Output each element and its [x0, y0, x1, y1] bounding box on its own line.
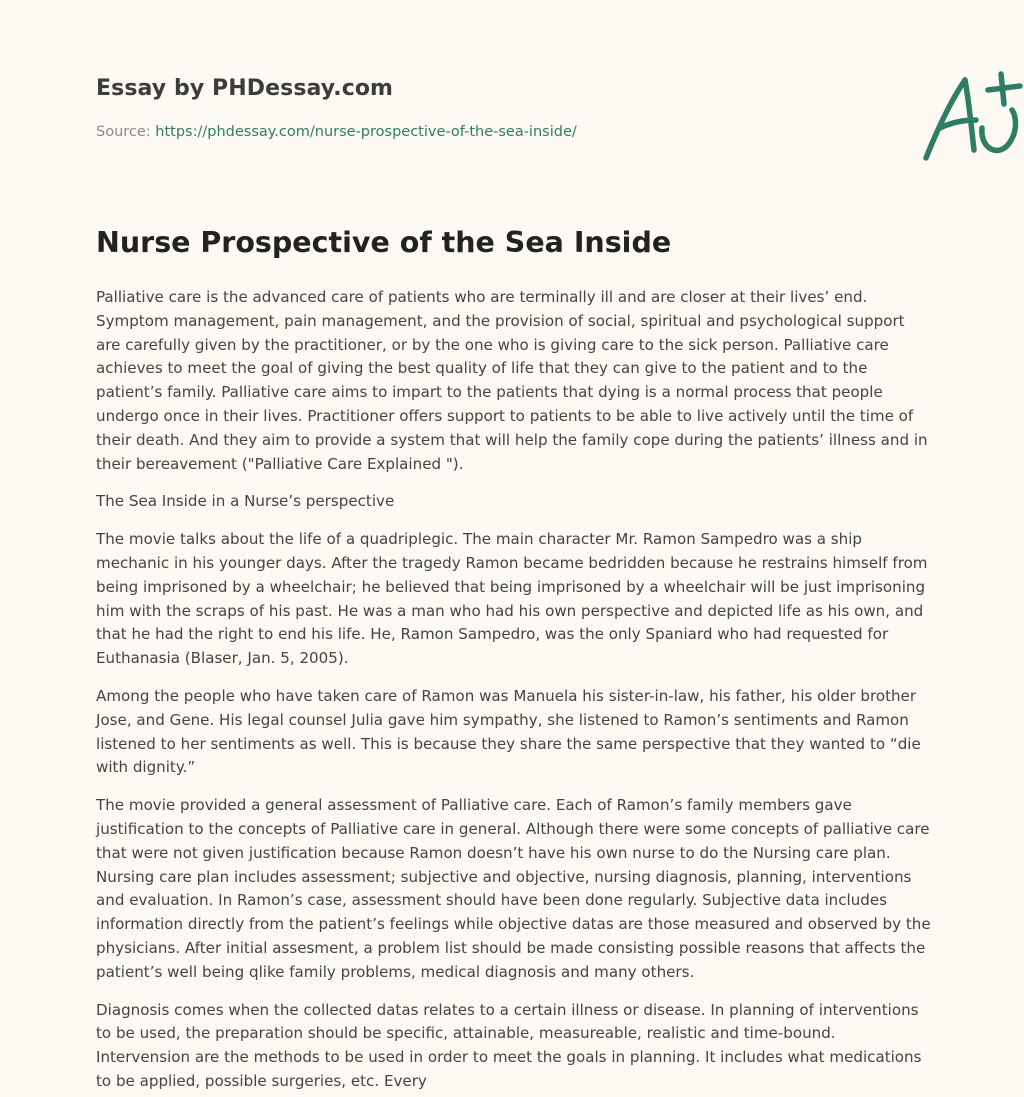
a-plus-logo-icon — [916, 66, 1024, 166]
paragraph: The movie talks about the life of a quadriplegic. The main character Mr. Ramon Sampedro was a ship mechanic in his younger days. After the tragedy Ramon became bedridden because he restrains himself from being imprisoned by a wheelchair; he believed that being imprisoned by a wheelchair will be just imprisoning him with the scraps of his past. He was a man who had his own perspective and depicted life as his own, and that he had the right to end his life. He, Ramon Sampedro, was the only Spaniard who had requested for Euthanasia (Blaser, Jan. 5, 2005). — [96, 530, 928, 668]
paragraph: Among the people who have taken care of Ramon was Manuela his sister-in-law, his father, his older brother Jose, and Gene. His legal counsel Julia gave him sympathy, she listened to Ramon’s sentiments and Ramon listened to her sentiments as well. This is because they share the same perspective that they wanted to “die with dignity.” — [96, 686, 921, 777]
section-subheading: The Sea Inside in a Nurse’s perspective — [96, 492, 395, 511]
source-line — [96, 124, 577, 140]
source-link[interactable]: https://phdessay.com/nurse-prospective-of-the-sea-inside/ — [155, 124, 577, 140]
source-label: Source: — [96, 124, 151, 140]
essay-body — [96, 286, 932, 1097]
site-brand: Essay by PHDessay.com — [96, 76, 394, 101]
paragraph: The movie provided a general assessment of Palliative care. Each of Ramon’s family members gave justification to the concepts of Palliative care in general. Although there were some concepts of palliative care that were not given justification because Ramon doesn’t have his own nurse to do the Nursing care plan. Nursing care plan includes assessment; subjective and objective, nursing diagnosis, planning, interventions and evaluation. In Ramon’s case, assessment should have been done regularly. Subjective data includes information directly from the patient’s feelings while objective datas are those measured and observed by the physicians. After initial assesment, a problem list should be made consisting possible reasons that affects the patient’s well being qlike family problems, medical diagnosis and many others. — [96, 796, 931, 981]
paragraph: Palliative care is the advanced care of patients who are terminally ill and are closer at their lives’ end. Symptom management, pain management, and the provision of social, spiritual and psychological support are carefully given by the practitioner, or by the one who is giving care to the sick person. Palliative care achieves to meet the goal of giving the best quality of life that they can give to the patient and to the patient’s family. Palliative care aims to impart to the patients that dying is a normal process that people undergo once in their lives. Practitioner offers support to patients to be able to live actively until the time of their death. And they aim to provide a system that will help the family cope during the patients’ illness and in their bereavement ("Palliative Care Explained "). — [96, 288, 928, 473]
essay-title: Nurse Prospective of the Sea Inside — [96, 226, 672, 259]
paragraph: Diagnosis comes when the collected datas relates to a certain illness or disease. In planning of interventions to be used, the preparation should be specific, attainable, measureable, realistic and time-bound. Intervension are the methods to be used in order to meet the goals in planning. It includes what medications to be applied, possible surgeries, etc. Every — [96, 1000, 922, 1090]
